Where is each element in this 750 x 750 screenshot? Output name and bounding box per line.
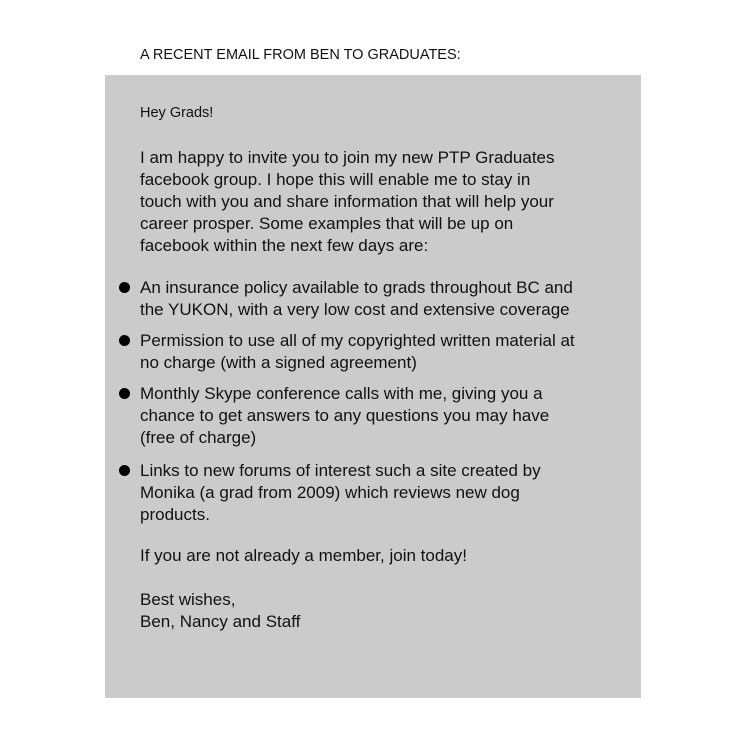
email-cta: If you are not already a member, join today! bbox=[140, 546, 467, 565]
email-greeting: Hey Grads! bbox=[140, 105, 214, 121]
section-heading: A RECENT EMAIL FROM BEN TO GRADUATES: bbox=[140, 47, 461, 63]
email-signoff: Best wishes, Ben, Nancy and Staff bbox=[140, 590, 301, 631]
bullet-icon bbox=[119, 335, 130, 346]
bullet-item: Monthly Skype conference calls with me, giving you a chance to get answers to any questions you may have (free of charge) bbox=[140, 384, 550, 447]
bullet-icon bbox=[119, 388, 130, 399]
bullet-icon bbox=[119, 282, 130, 293]
bullet-item: Links to new forums of interest such a site created by Monika (a grad from 2009) which reviews new dog products. bbox=[140, 461, 541, 524]
bullet-icon bbox=[119, 465, 130, 476]
bullet-item: Permission to use all of my copyrighted written material at no charge (with a signed agreement) bbox=[140, 331, 575, 372]
email-intro: I am happy to invite you to join my new PTP Graduates facebook group. I hope this will enable me to stay in touch with you and share information that will help your career prosper. Some examples that will be up on facebook within the next few days are: bbox=[140, 148, 555, 255]
bullet-item: An insurance policy available to grads throughout BC and the YUKON, with a very low cost and extensive coverage bbox=[140, 278, 573, 319]
